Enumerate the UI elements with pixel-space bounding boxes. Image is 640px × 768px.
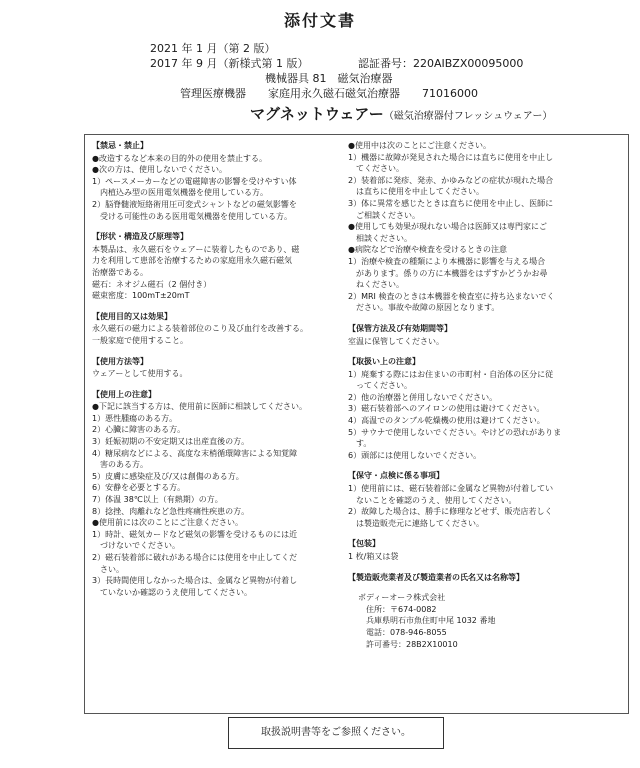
reference-notice: 取扱説明書等をご参照ください。 (228, 717, 444, 749)
section-line: 2）磁石装着部に破れがある場合には使用を中止してくだ (92, 553, 298, 562)
device-category: 管理医療機器 家庭用永久磁石磁気治療器 71016000 (180, 87, 478, 100)
section (348, 470, 608, 529)
section-line: す。 (348, 439, 372, 449)
section-line: 5）皮膚に感染症及び/又は創傷のある方。 (92, 471, 244, 481)
section-line: は直ちに使用を中止してください。 (348, 187, 484, 197)
section-line: 力を利用して患部を治療するための家庭用永久磁石磁気 (92, 256, 292, 266)
section-title: 【使用上の注意】 (92, 389, 156, 399)
section-line: ●次の方は、使用しないでください。 (92, 165, 227, 175)
section-line: 1）悪性腫瘍のある方。 (92, 413, 178, 423)
section-line: 1）使用前には、磁石装着部に金属など異物が付着してい (348, 484, 554, 494)
section-line: 3）妊娠初期の不安定期又は出産直後の方。 (92, 437, 250, 447)
section-line: づけないでください。 (92, 541, 180, 551)
section-line: があります。係りの方に本機器をはずすかどうかお尋 (348, 268, 548, 278)
section-line: ご相談ください。 (348, 210, 420, 220)
section-line: 3）長時間使用しなかった場合は、金属など異物が付着し (92, 576, 298, 586)
section-line: ●病院などで治療や検査を受けるときの注意 (348, 245, 507, 255)
section-line: ていないか確認のうえ使用してください。 (92, 587, 252, 597)
section-line: 1 枚/箱又は袋 (348, 552, 399, 561)
section-title: 【製造販売業者及び製造業者の氏名又は名称等】 (348, 572, 524, 582)
section (348, 572, 608, 584)
section-title: 【保守・点検に係る事項】 (348, 471, 444, 481)
section-line: 治療器である。 (92, 267, 148, 277)
section (348, 323, 608, 347)
section-line: 7）体温 38℃以上（有熱期）の方。 (92, 495, 223, 505)
manufacturer-block (348, 592, 608, 650)
section (92, 389, 346, 599)
section-line: ださい。事故や故障の原因となります。 (348, 303, 500, 313)
section-line: 8）捻挫、肉離れなど急性疼痛性疾患の方。 (92, 506, 250, 516)
section (348, 538, 608, 562)
section-line: 2）故障した場合は、勝手に修理などせず、販売店若しく (348, 507, 553, 517)
section-line: 2）MRI 検査のときは本機器を検査室に持ち込まないでく (348, 291, 555, 301)
device-class: 機械器具 81 磁気治療器 (265, 72, 393, 85)
right-column (348, 140, 608, 650)
section-line: 磁石：ネオジム磁石（2 個付き） (92, 279, 212, 289)
section (92, 140, 346, 222)
product-name (250, 103, 552, 124)
section-line: ねください。 (348, 280, 404, 290)
section-line: 受ける可能性のある医用電気機器を使用している方。 (92, 211, 292, 221)
section (348, 140, 608, 314)
certification-number: 認証番号：220AIBZX00095000 (358, 57, 524, 70)
right-sections (348, 140, 608, 583)
section-line: 一般家庭で使用すること。 (92, 335, 188, 345)
section-title: 【取扱い上の注意】 (348, 357, 420, 367)
section-line: 1）ペースメーカーなどの電磁障害の影響を受けやすい体 (92, 176, 297, 186)
section-line: てください。 (348, 164, 404, 174)
section-title: 【禁忌・禁止】 (92, 141, 148, 150)
section-line: 相談ください。 (348, 233, 412, 243)
manufacturer-postal: 住所：〒674-0082 (366, 604, 437, 614)
section-line: 1）時計、磁気カードなど磁気の影響を受けるものには近 (92, 529, 298, 539)
section-line: 室温に保管してください。 (348, 336, 444, 346)
section-line: 永久磁石の磁力による装着部位のこり及び血行を改善する。 (92, 324, 308, 334)
document-title: 添付文書 (283, 11, 356, 30)
section-line: 1）機器に故障が発見された場合には直ちに使用を中止し (348, 152, 554, 162)
section-line: 害のある方。 (92, 460, 148, 470)
section-line: 磁束密度：100mT±20mT (92, 291, 190, 301)
section-line: さい。 (92, 564, 124, 574)
revision-line-2: 2017 年 9 月（新様式第 1 版） (150, 57, 309, 70)
section-line: 2）他の治療器と併用しないでください。 (348, 392, 498, 402)
section-line: 4）高温でのタンブル乾燥機の使用は避けてください。 (348, 416, 545, 426)
section-line: 2）脳脊髄液短絡術用圧可変式シャントなどの磁気影響を (92, 199, 297, 209)
manufacturer-address: 兵庫県明石市魚住町中尾 1032 番地 (366, 616, 496, 626)
section-line: ●改造するなど本来の目的外の使用を禁止する。 (92, 153, 267, 163)
section-line: ってください。 (348, 381, 412, 391)
section-line: 本製品は、永久磁石をウェアーに装着したものであり、磁 (92, 244, 300, 254)
section-line: 5）サウナで使用しないでください。やけどの恐れがありま (348, 427, 562, 437)
section-line: ●下記に該当する方は、使用前に医師に相談してください。 (92, 402, 307, 412)
manufacturer-license: 許可番号：28B2X10010 (366, 639, 458, 649)
section-title: 【形状・構造及び原理等】 (92, 232, 188, 242)
section-line: 1）治療や検査の種類により本機器に影響を与える場合 (348, 256, 546, 266)
section-line: 1）廃棄する際にはお住まいの市町村・自治体の区分に従 (348, 369, 554, 379)
section-line: ●使用中は次のことにご注意ください。 (348, 141, 491, 150)
section-line: 6）頭部には使用しないでください。 (348, 450, 482, 460)
section-line: 6）安静を必要とする方。 (92, 483, 186, 493)
section-line: ウェアーとして使用する。 (92, 369, 188, 379)
section (348, 356, 608, 461)
section-line: 2）心臓に障害のある方。 (92, 425, 186, 435)
revision-line-1: 2021 年 1 月（第 2 版） (150, 42, 276, 55)
manufacturer-phone: 電話：078-946-8055 (366, 627, 447, 637)
left-column (92, 140, 346, 607)
product-name-main: マグネットウェアー (250, 105, 384, 123)
section-line: 3）磁石装着部へのアイロンの使用は避けてください。 (348, 404, 545, 414)
product-name-sub: （磁気治療器付フレッシュウェアー） (383, 111, 553, 122)
section-line: 内植込み型の医用電気機器を使用している方。 (92, 188, 268, 198)
section (92, 356, 346, 380)
section-line: ないことを確認のうえ、使用してください。 (348, 495, 517, 505)
section-title: 【使用目的又は効果】 (92, 311, 172, 321)
section-line: ●使用前には次のことにご注意ください。 (92, 518, 243, 528)
section-line: ●使用しても効果が現れない場合は医師又は専門家にご (348, 222, 547, 232)
section-line: 3）体に異常を感じたときは直ちに使用を中止し、医師に (348, 198, 554, 208)
section (92, 231, 346, 302)
section-title: 【使用方法等】 (92, 356, 148, 366)
section-title: 【包装】 (348, 539, 380, 549)
section-line: 4）糖尿病などによる、高度な末梢循環障害による知覚障 (92, 448, 298, 458)
section (92, 311, 346, 347)
section-line: 2）装着部に発疹、発赤、かゆみなどの症状が現れた場合 (348, 175, 554, 185)
manufacturer-name: ボディーオーラ株式会社 (358, 593, 446, 603)
section-title: 【保管方法及び有効期間等】 (348, 323, 452, 333)
section-line: は製造販売元に連絡してください。 (348, 518, 484, 528)
